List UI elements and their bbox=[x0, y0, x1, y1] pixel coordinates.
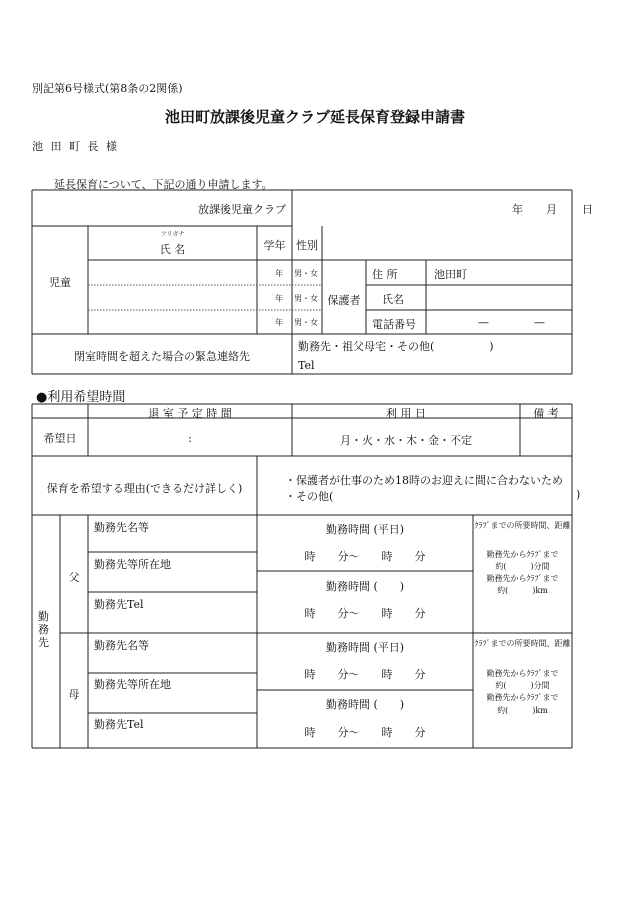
father-label: 父 bbox=[68, 571, 80, 584]
emergency-label: 閉室時間を超えた場合の緊急連絡先 bbox=[74, 350, 250, 363]
phone-label: 電話番号 bbox=[372, 318, 416, 331]
child-sex-3: 男・女 bbox=[294, 318, 318, 327]
mother-workplace-tel: 勤務先Tel bbox=[94, 718, 144, 731]
child-grade-1: 年 bbox=[275, 269, 283, 278]
emergency-tel: Tel bbox=[298, 359, 315, 372]
mother-travel-header: ｸﾗﾌﾞまでの所要時間、距離 bbox=[474, 639, 571, 648]
child-section-label: 児童 bbox=[49, 276, 71, 289]
emergency-options: 勤務先・祖父母宅・その他( ) bbox=[298, 340, 494, 353]
father-travel-line-3: 勤務先からｸﾗﾌﾞまで bbox=[486, 574, 559, 583]
child-sex-1: 男・女 bbox=[294, 269, 318, 278]
reason-option-2: ・その他( bbox=[285, 490, 334, 503]
notes-header: 備 考 bbox=[533, 407, 559, 420]
date-year-label: 年 bbox=[512, 203, 523, 216]
guardian-name-label: 氏名 bbox=[382, 293, 404, 306]
grade-header: 学年 bbox=[263, 239, 286, 252]
father-workplace-name: 勤務先名等 bbox=[94, 521, 149, 534]
usage-days-header: 利 用 日 bbox=[386, 407, 426, 420]
date-month-label: 月 bbox=[546, 203, 557, 216]
child-grade-2: 年 bbox=[275, 294, 283, 303]
mother-workplace-name: 勤務先名等 bbox=[94, 639, 149, 652]
address-value: 池田町 bbox=[434, 268, 467, 281]
mother-hours-other: 勤務時間 ( ) bbox=[325, 698, 405, 711]
form-number: 別記第6号様式(第8条の2関係) bbox=[32, 82, 183, 95]
leave-time-header: 退 室 予 定 時 間 bbox=[148, 407, 232, 420]
mother-hours-weekday: 勤務時間 (平日) bbox=[325, 641, 405, 654]
father-hours-other: 勤務時間 ( ) bbox=[325, 580, 405, 593]
sex-header: 性別 bbox=[296, 239, 318, 252]
father-workplace-tel: 勤務先Tel bbox=[94, 598, 144, 611]
child-grade-3: 年 bbox=[275, 318, 283, 327]
intro-text: 延長保育について、下記の通り申請します。 bbox=[54, 178, 273, 191]
father-travel-line-4: 約( )km bbox=[497, 586, 548, 595]
usage-heading: ●利用希望時間 bbox=[36, 390, 126, 405]
furigana-label: フリガナ bbox=[160, 231, 185, 238]
address-label: 住 所 bbox=[372, 268, 398, 281]
addressee: 池 田 町 長 様 bbox=[32, 140, 119, 153]
phone-dash-2: — bbox=[534, 316, 545, 329]
work-section-label: 勤務先 bbox=[38, 610, 49, 649]
mother-travel-line-2: 約( )分間 bbox=[495, 681, 550, 690]
child-sex-2: 男・女 bbox=[294, 294, 318, 303]
father-travel-header: ｸﾗﾌﾞまでの所要時間、距離 bbox=[474, 521, 571, 530]
usage-days-value: 月・火・水・木・金・不定 bbox=[340, 434, 472, 447]
mother-travel-line-3: 勤務先からｸﾗﾌﾞまで bbox=[486, 693, 559, 702]
date-day-label: 日 bbox=[582, 203, 593, 216]
page-title: 池田町放課後児童クラブ延長保育登録申請書 bbox=[164, 108, 465, 126]
father-travel-line-1: 勤務先からｸﾗﾌﾞまで bbox=[486, 550, 559, 559]
mother-travel-line-1: 勤務先からｸﾗﾌﾞまで bbox=[486, 669, 559, 678]
mother-time-row-2: 時 分～ 時 分 bbox=[304, 726, 426, 739]
club-label: 放課後児童クラブ bbox=[198, 203, 286, 216]
father-time-row-1: 時 分～ 時 分 bbox=[304, 550, 426, 563]
reason-label: 保育を希望する理由(できるだけ詳しく) bbox=[46, 482, 243, 495]
guardian-label: 保護者 bbox=[327, 294, 361, 307]
phone-dash-1: — bbox=[478, 316, 489, 329]
mother-time-row-1: 時 分～ 時 分 bbox=[304, 668, 426, 681]
father-time-row-2: 時 分～ 時 分 bbox=[304, 607, 426, 620]
father-hours-weekday: 勤務時間 (平日) bbox=[325, 523, 405, 536]
mother-workplace-address: 勤務先等所在地 bbox=[94, 678, 171, 691]
wish-label: 希望日 bbox=[43, 432, 77, 445]
mother-travel-line-4: 約( )km bbox=[497, 706, 548, 715]
reason-option-1: ・保護者が仕事のため18時のお迎えに間に合わないため bbox=[285, 474, 563, 487]
father-workplace-address: 勤務先等所在地 bbox=[94, 558, 171, 571]
name-header: 氏 名 bbox=[159, 243, 186, 256]
leave-time-colon: : bbox=[188, 432, 192, 445]
mother-label: 母 bbox=[68, 688, 80, 701]
reason-option-2-close: ) bbox=[576, 488, 581, 501]
father-travel-line-2: 約( )分間 bbox=[495, 562, 550, 571]
